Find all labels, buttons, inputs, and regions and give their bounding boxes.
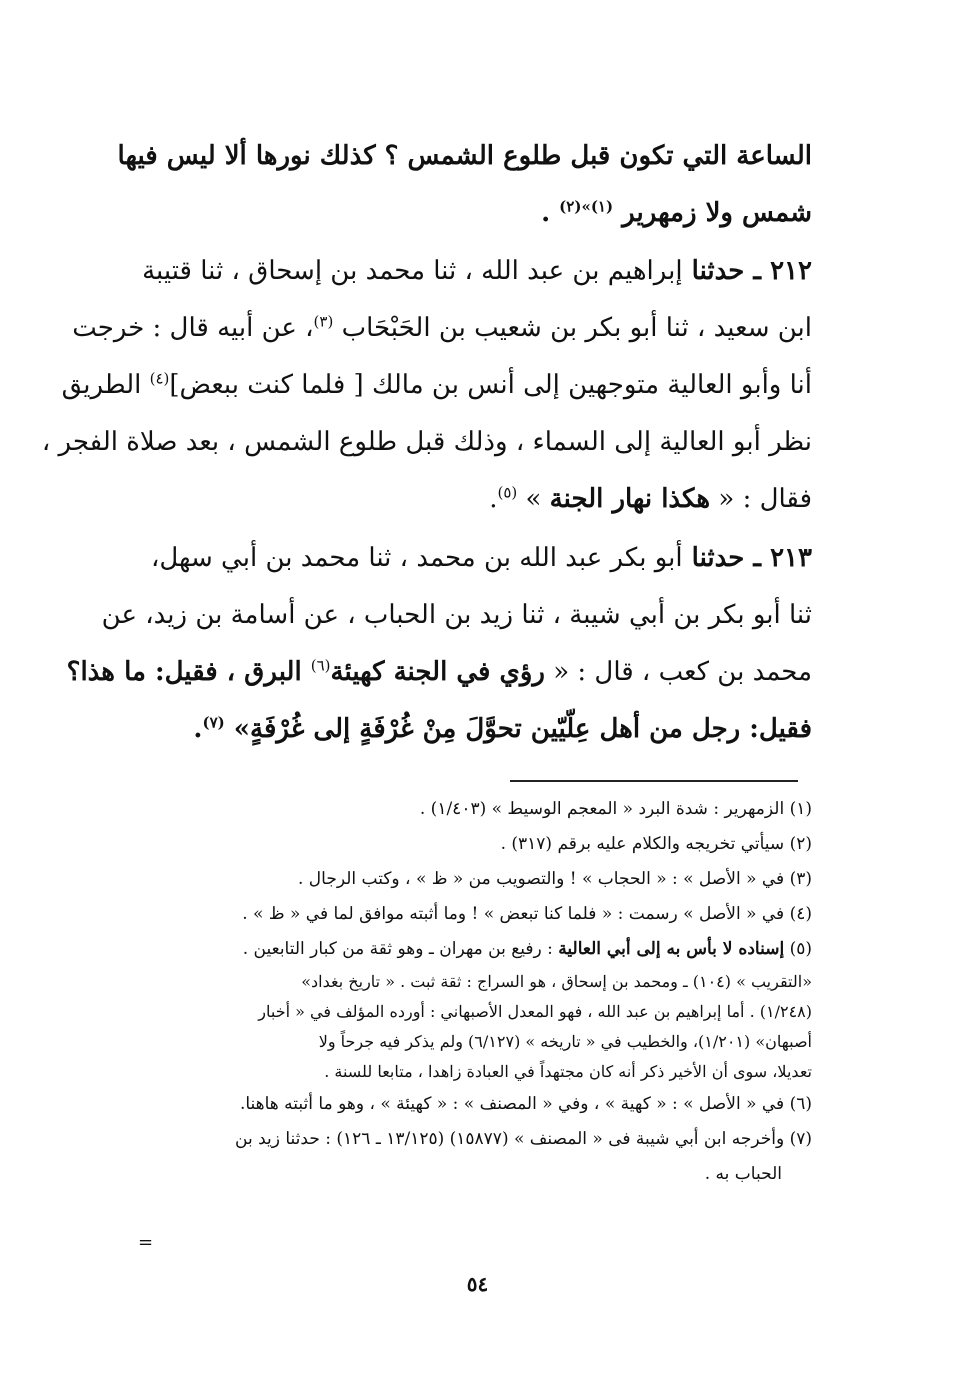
footnote-3: (٣) في « الأصل » : « الحجاب » ! والتصويب من « ظ » ، وكتب الرجال . (297, 869, 812, 889)
footnote-ref[interactable]: (٣) (313, 312, 334, 331)
hadith-213-line-1: ٢١٣ ـ حدثنا أبو بكر عبد الله بن محمد ، ثنا محمد بن أبي سهل، (150, 543, 812, 573)
footnotes (118, 792, 812, 1192)
footnote-5-line-3: (١/٢٤٨) . أما إبراهيم بن عبد الله ، فهو المعدل الأصبهاني : أورده المؤلف في « أخبار (258, 1002, 812, 1021)
main-text (118, 128, 812, 242)
footnote-5-line-5: تعديلا، سوى أن الأخير ذكر أنه كان مجتهداً في العبادة زاهدا ، متابعا للسنة . (324, 1062, 812, 1081)
footnote-6: (٦) في « الأصل » : « كهية » ، وفي « المصنف » : « كهيئة » ، وهو ما أثبته هاهنا. (239, 1094, 812, 1114)
footnote-ref[interactable]: (٥) (497, 483, 518, 502)
footnote-4: (٤) في « الأصل » رسمت : « فلما كنا تبعض » ! وما أثبته موافق لما في « ظ » . (242, 904, 812, 924)
hadith-212-line-2: ابن سعيد ، ثنا أبو بكر بن شعيب بن الحَبْحَاب $^{(٣)}$، عن أبيه قال : خرجت (72, 312, 812, 343)
hadith-213-line-4: فقيل: رجل من أهل عِلّيّين تحوَّلَ مِنْ غُرْفَةٍ إلى غُرْفَةٍ» $^{(٧)}$. (193, 713, 812, 744)
hadith-212-line-1: ٢١٢ ـ حدثنا إبراهيم بن عبد الله ، ثنا محمد بن إسحاق ، ثنا قتيبة (142, 256, 812, 286)
text-line-2: شمس ولا زمهرير $^{(١)»(٢)}$ . (541, 197, 812, 228)
page-number: ٥٤ (466, 1272, 489, 1296)
footnote-ref[interactable]: (١)»(٢) (559, 197, 614, 216)
footnote-ref[interactable]: (٧) (202, 713, 225, 732)
hadith-213-line-3: محمد بن كعب ، قال : « رؤي في الجنة كهيئة$^{(٦)}$ البرق ، فقيل: ما هذا؟ (66, 656, 812, 687)
hadith-212 (41, 243, 812, 528)
footnote-5-line-2: «التقريب » (١٠٤) ـ ومحمد بن إسحاق ، هو السراج : ثقة ثبت . « تاريخ بغداد» (301, 972, 812, 991)
footnote-2: (٢) سيأتي تخريجه والكلام عليه برقم (٣١٧) . (500, 834, 812, 854)
hadith-number: ٢١٢ (770, 256, 812, 286)
footnote-7-line-2: الحباب به . (704, 1164, 782, 1184)
hadith-212-line-5: فقال : « هكذا نهار الجنة » $^{(٥)}$. (489, 483, 812, 514)
footnote-5: (٥) إسناده لا بأس به إلى أبي العالية : رفيع بن مهران ـ وهو ثقة من كبار التابعين . (242, 939, 812, 959)
footnote-ref[interactable]: (٦) (310, 656, 331, 675)
hadith-212-line-3: أنا وأبو العالية متوجهين إلى أنس بن مالك [ فلما كنت ببعض]$^{(٤)}$ الطريق (61, 369, 812, 400)
footnote-1: (١) الزمهرير : شدة البرد « المعجم الوسيط » (١/٤٠٣) . (419, 799, 812, 819)
footnote-5-line-4: أصبهان» (١/٢٠١)، والخطيب في « تاريخه » (٦/١٢٧) ولم يذكر فيه جرحاً ولا (318, 1032, 812, 1051)
footnote-7: (٧) وأخرجه ابن أبي شيبة فى « المصنف » (١٥٨٧٧) (١٣/١٢٥ ـ ١٢٦) : حدثنا زيد بن (235, 1129, 812, 1149)
continuation-mark: = (138, 1232, 154, 1253)
hadith-213 (66, 530, 812, 758)
text-line-1: الساعة التي تكون قبل طلوع الشمس ؟ كذلك نورها ألا ليس فيها (117, 141, 812, 171)
hadith-212-line-4: نظر أبو العالية إلى السماء ، وذلك قبل طلوع الشمس ، بعد صلاة الفجر ، (41, 427, 812, 457)
hadith-213-line-2: ثنا أبو بكر بن أبي شيبة ، ثنا زيد بن الحباب ، عن أسامة بن زيد، عن (101, 600, 812, 630)
footnote-ref[interactable]: (٤) (149, 369, 170, 388)
footnote-divider (510, 780, 798, 782)
hadith-number: ٢١٣ (770, 543, 812, 573)
